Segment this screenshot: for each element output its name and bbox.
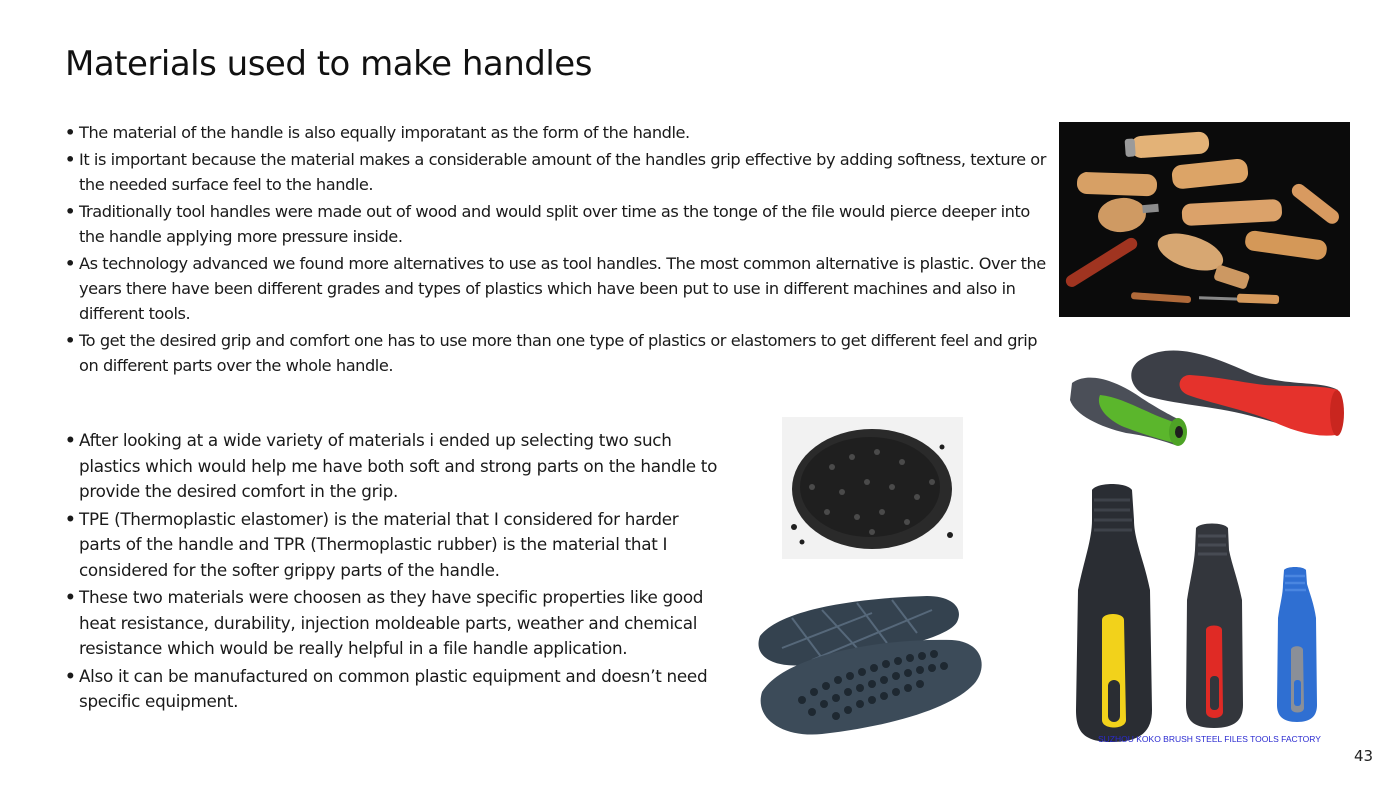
bullet-item: • To get the desired grip and comfort one has to use more than one type of plastics or elastomers to get different feel and grip on different parts over the whole handle. (65, 328, 1055, 378)
bullet-item: • These two materials were choosen as they have specific properties like good heat resistance, durability, injection moldeable parts, weather and chemical resistance which would be really helpful in a file handle application. (65, 585, 725, 662)
file-handles-photo (1062, 480, 1352, 752)
two-component-grips-photo (1060, 335, 1350, 463)
bullet-item: • TPE (Thermoplastic elastomer) is the material that I considered for harder parts of the handle and TPR (Thermoplastic rubber) is the material that I considered for the softer grippy parts of the handle. (65, 507, 725, 584)
bullet-item: • The material of the handle is also equally imporatant as the form of the handle. (65, 120, 1055, 145)
page-number: 43 (1354, 747, 1374, 765)
bullet-item: • Traditionally tool handles were made out of wood and would split over time as the tonge of the file would pierce deeper into the handle applying more pressure inside. (65, 199, 1055, 249)
wooden-handles-photo (1059, 122, 1350, 317)
bullet-item: • It is important because the material makes a considerable amount of the handles grip effective by adding softness, texture or the needed surface feel to the handle. (65, 147, 1055, 197)
bullet-item: • After looking at a wide variety of materials i ended up selecting two such plastics which would help me have both soft and strong parts on the handle to provide the desired comfort in the grip. (65, 428, 725, 505)
bullet-item: • As technology advanced we found more alternatives to use as tool handles. The most common alternative is plastic. Over the years there have been different grades and types of plastics which have been put to use in different machines and also in different tools. (65, 251, 1055, 326)
shoe-soles-photo (752, 588, 987, 742)
plastic-granules-photo (782, 417, 963, 559)
photo-watermark: SUZHOU KOKO BRUSH STEEL FILES TOOLS FACTORY (1098, 734, 1321, 744)
slide-title: Materials used to make handles (65, 44, 592, 84)
bullet-list-wood-and-plastics (65, 120, 1055, 380)
bullet-list-selected-materials (65, 428, 725, 717)
bullet-item: • Also it can be manufactured on common plastic equipment and doesn’t need specific equipment. (65, 664, 725, 715)
